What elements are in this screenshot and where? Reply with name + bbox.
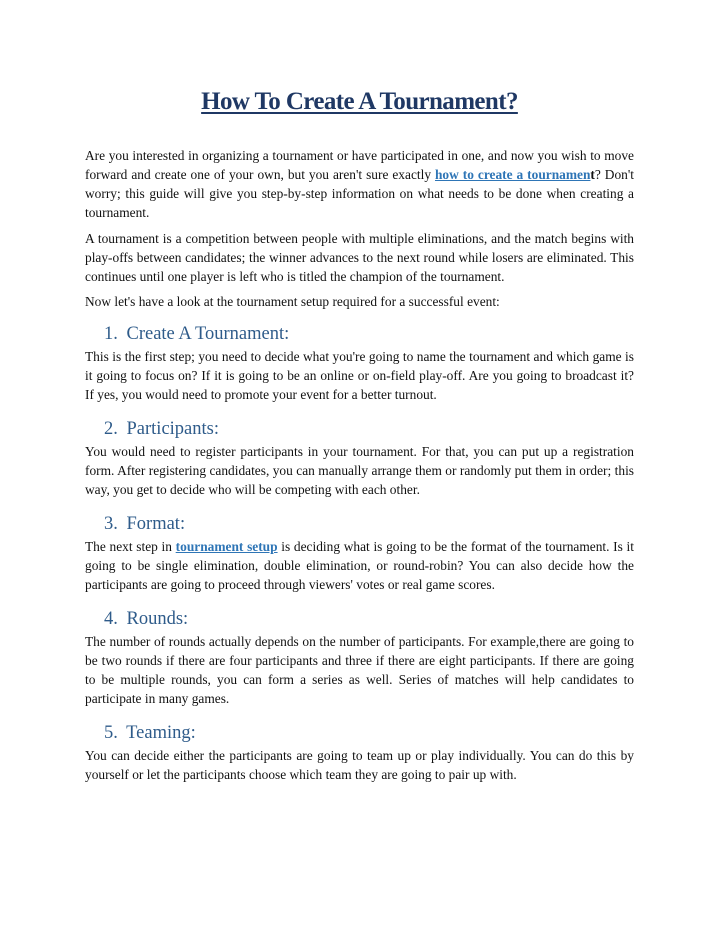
section-text: [85, 537, 634, 594]
intro-text-after-link: ? Don't worry; this guide will give you step-by-step information on what needs to be done when creating a tournament.: [85, 167, 634, 220]
section-number: 5.: [104, 723, 118, 743]
section-heading: [104, 417, 634, 441]
section-text: You would need to register participants in your tournament. For that, you can put up a registration form. After registering candidates, you can manually arrange them or randomly put them in order; this way, you get to decide who will be competing with each other.: [85, 444, 634, 497]
section-title: Participants:: [126, 419, 219, 439]
section-teaming: [85, 721, 634, 784]
section-text: The number of rounds actually depends on the number of participants. For example,there are going to be two rounds if there are four participants and three if there are eight participants. If there are going to be multiple rounds, you can form a series as well. Series of matches will help candidates to participate in many games.: [85, 634, 634, 706]
section-number: 3.: [104, 514, 118, 534]
section-heading: [104, 607, 634, 631]
section-heading: [104, 512, 634, 536]
format-text-after-link: is deciding what is going to be the format of the tournament. Is it going to be single elimination, double elimination, or round-robin? You can also decide how the participants are going to proceed through viewers' votes or real game scores.: [85, 539, 634, 592]
intro-paragraph-2: A tournament is a competition between people with multiple eliminations, and the match begins with play-offs between candidates; the winner advances to the next round while losers are eliminated. This continues until one player is left who is titled the champion of the tournament.: [85, 231, 634, 284]
section-heading: [104, 721, 634, 745]
section-title: Teaming:: [126, 723, 196, 743]
section-number: 1.: [104, 324, 118, 344]
intro-link-tail: t: [590, 167, 595, 182]
format-text-before-link: The next step in: [85, 539, 176, 554]
section-heading: [104, 322, 634, 346]
page-title: How To Create A Tournament?: [201, 88, 518, 115]
section-rounds: [85, 607, 634, 708]
section-participants: [85, 417, 634, 499]
section-title: Rounds:: [126, 609, 189, 629]
intro-paragraph-3: Now let's have a look at the tournament setup required for a successful event:: [85, 294, 500, 309]
section-format: [85, 512, 634, 594]
section-create-tournament: [85, 322, 634, 404]
section-title: Create A Tournament:: [126, 324, 290, 344]
section-number: 2.: [104, 419, 118, 439]
section-text: This is the first step; you need to decide what you're going to name the tournament and which game is it going to focus on? If it is going to be an online or on-field play-off. Are you going to broadcast it? If yes, you would need to promote your event for a better turnout.: [85, 349, 634, 402]
how-to-create-tournament-link[interactable]: how to create a tournamen: [434, 167, 591, 182]
section-title: Format:: [126, 514, 186, 534]
intro-text-before-link: Are you interested in organizing a tournament or have participated in one, and now you wish to move forward and create one of your own, but you aren't sure exactly: [85, 148, 634, 182]
intro-paragraph-1: [85, 146, 634, 222]
tournament-setup-link[interactable]: tournament setup: [175, 539, 278, 554]
section-text: You can decide either the participants are going to team up or play individually. You can do this by yourself or let the participants choose which team they are going to pair up with.: [85, 748, 634, 782]
section-number: 4.: [104, 609, 118, 629]
